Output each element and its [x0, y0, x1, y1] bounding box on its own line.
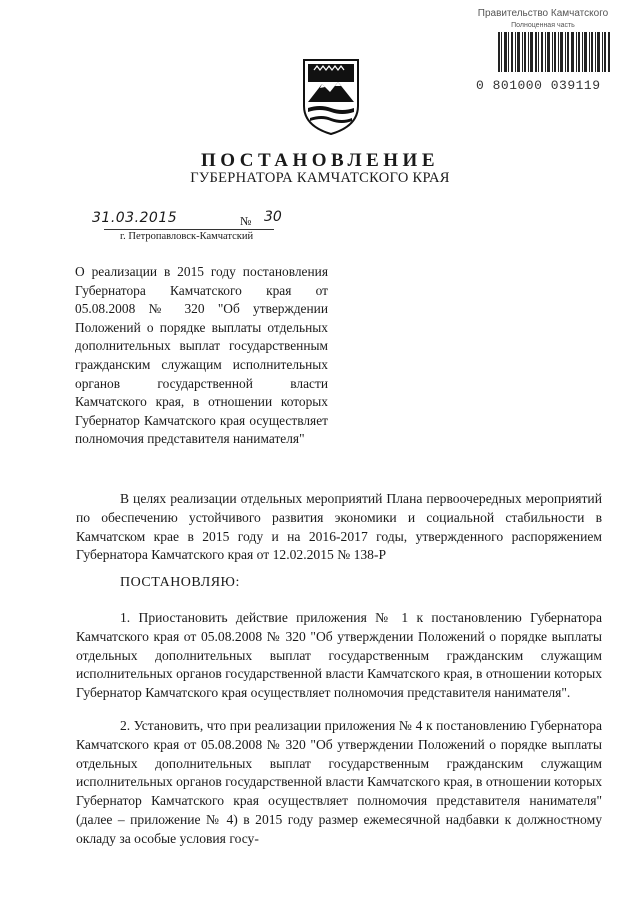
registration-stamp: [458, 8, 636, 93]
document-city: г. Петропавловск-Камчатский: [120, 231, 254, 242]
number-sign: №: [240, 214, 252, 228]
document-subtitle: ГУБЕРНАТОРА КАМЧАТСКОГО КРАЯ: [190, 170, 450, 186]
stamp-organization: Правительство Камчатского: [477, 8, 609, 19]
date-underline: [104, 229, 274, 230]
barcode-number: 0 801000 039119: [476, 78, 601, 93]
item-2-paragraph: 2. Установить, что при реализации приложения № 4 к постановлению Губернатора Камчатского края от 05.08.2008 № 320 "Об утверждении Положений о порядке выплаты отдельных дополнительных выплат государственным гражданским служащим исполнительных органов государственной власти Камчатского края, в отношении которых Губернатор Камчатского края осуществляет полномочия представителя нанимателя" (далее – приложение № 4) в 2015 году размер ежемесячной надбавки к должностному окладу за особые условия госу-: [76, 718, 602, 846]
document-number: 30: [264, 209, 282, 225]
decree-heading: ПОСТАНОВЛЯЮ:: [120, 575, 240, 590]
coat-of-arms-icon: [300, 56, 362, 136]
document-title: ПОСТАНОВЛЕНИЕ: [200, 150, 440, 171]
document-date: 31.03.2015: [92, 210, 178, 226]
item-1-paragraph: 1. Приостановить действие приложения № 1 к постановлению Губернатора Камчатского края от 05.08.2008 № 320 "Об утверждении Положений о порядке выплаты отдельных дополнительных выплат государственным гражданским служащим исполнительных органов государственной власти Камчатского края, в отношении которых Губернатор Камчатского края осуществляет полномочия представителя нанимателя".: [76, 610, 602, 701]
document-subject: О реализации в 2015 году постановления Губернатора Камчатского края от 05.08.2008 № 320 "Об утверждении Положений о порядке выплаты отдельных дополнительных выплат государственным гражданским служащим исполнительных органов государственной власти Камчатского края, в отношении которых Губернатор Камчатского края осуществляет полномочия представителя нанимателя": [75, 264, 328, 447]
preamble-paragraph: В целях реализации отдельных мероприятий Плана первоочередных мероприятий по обеспечению устойчивого развития экономики и социальной стабильности в Камчатском крае в 2015 году и на 2016-2017 годы, утвержденного распоряжением Губернатора Камчатского края от 12.02.2015 № 138-Р: [76, 491, 602, 563]
barcode-image: [498, 32, 610, 72]
stamp-subtitle: Полноценная часть: [511, 22, 575, 29]
